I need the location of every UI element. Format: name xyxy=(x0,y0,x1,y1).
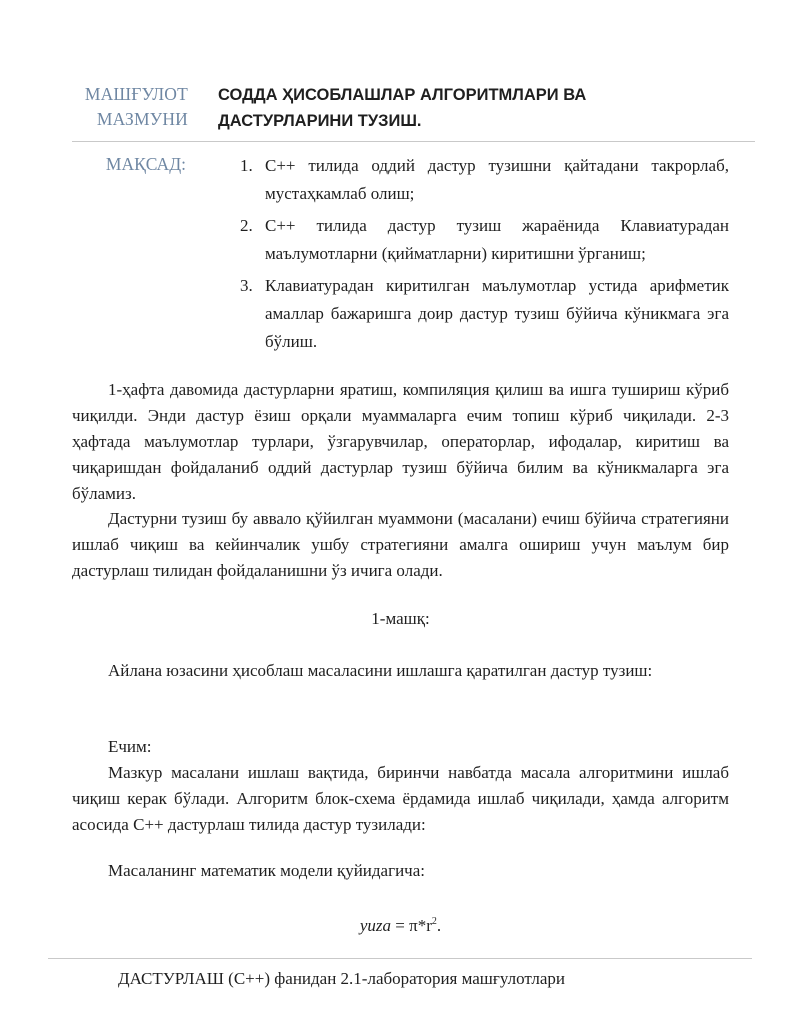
page-title xyxy=(218,82,718,134)
goal-text: Клавиатурадан киритилган маълумотлар устида арифметик амаллар бажаришга доир дастур тузиш бўйича кўникмага эга бўлиш. xyxy=(265,276,729,351)
area-formula xyxy=(72,909,729,939)
section-label-line2: МАЗМУНИ xyxy=(96,109,188,129)
goal-item xyxy=(240,152,729,208)
solution-paragraph: Мазкур масалани ишлаш вақтида, биринчи навбатда масала алгоритмини ишлаб чиқиш керак бўлади. Алгоритм блок-схема ёрдамида ишлаб чиқилади, ҳамда алгоритм асосида С++ дастурлаш тилида дастур тузилади: xyxy=(72,763,729,834)
footer-divider xyxy=(48,958,752,959)
goals-list xyxy=(240,152,729,360)
task-statement: Айлана юзасини ҳисоблаш масаласини ишлашга қаратилган дастур тузиш: xyxy=(108,661,653,680)
page-footer: ДАСТУРЛАШ (С++) фанидан 2.1-лаборатория машғулотлари xyxy=(118,969,566,988)
formula-expression: = π*r xyxy=(391,916,432,935)
goals-label: МАҚСАД: xyxy=(105,154,186,174)
goal-number: 3. xyxy=(240,276,253,295)
formula-end: . xyxy=(436,916,442,935)
definition-paragraph: Дастурни тузиш бу аввало қўйилган муаммони (масалани) ечиш бўйича стратегияни ишлаб чиқиш ва кейинчалик ушбу стратегияни амалга ошириш учун маълум бир дастурлаш тилидан фойдаланишни ўз ичига олади. xyxy=(72,509,729,580)
page-title-line2: ДАСТУРЛАРИНИ ТУЗИШ. xyxy=(218,112,422,130)
header-divider xyxy=(72,141,755,142)
formula-variable: yuza xyxy=(359,916,392,935)
goal-number: 2. xyxy=(240,216,253,235)
goal-item xyxy=(240,272,729,356)
goal-item xyxy=(240,212,729,268)
section-label-line1: МАШҒУЛОТ xyxy=(84,84,188,104)
goal-text: С++ тилида дастур тузиш жараёнида Клавиатурадан маълумотларни (қийматларни) киритишни ўрганиш; xyxy=(265,216,729,263)
intro-paragraph: 1-ҳафта давомида дастурларни яратиш, компиляция қилиш ва ишга тушириш кўриб чиқилди. Энди дастур ёзиш орқали муаммаларга ечим топиш кўриб чиқилади. 2-3 ҳафтада маълумотлар турлари, ўзгарувчилар, операторлар, ифодалар, киритиш ва чиқаришдан фойдаланиб оддий дастурлар тузиш бўйича билим ва кўникмаларга эга бўламиз. xyxy=(72,380,729,503)
goal-number: 1. xyxy=(240,156,253,175)
goal-text: С++ тилида оддий дастур тузишни қайтадани такрорлаб, мустаҳкамлаб олиш; xyxy=(265,156,729,203)
page-title-line1: СОДДА ҲИСОБЛАШЛАР АЛГОРИТМЛАРИ ВА xyxy=(218,86,587,104)
formula-exponent: 2 xyxy=(431,916,437,927)
exercise-title: 1-машқ: xyxy=(371,609,430,628)
model-paragraph: Масаланинг математик модели қуйидагича: xyxy=(108,861,425,880)
solution-label: Ечим: xyxy=(108,737,152,756)
section-label xyxy=(72,82,188,132)
